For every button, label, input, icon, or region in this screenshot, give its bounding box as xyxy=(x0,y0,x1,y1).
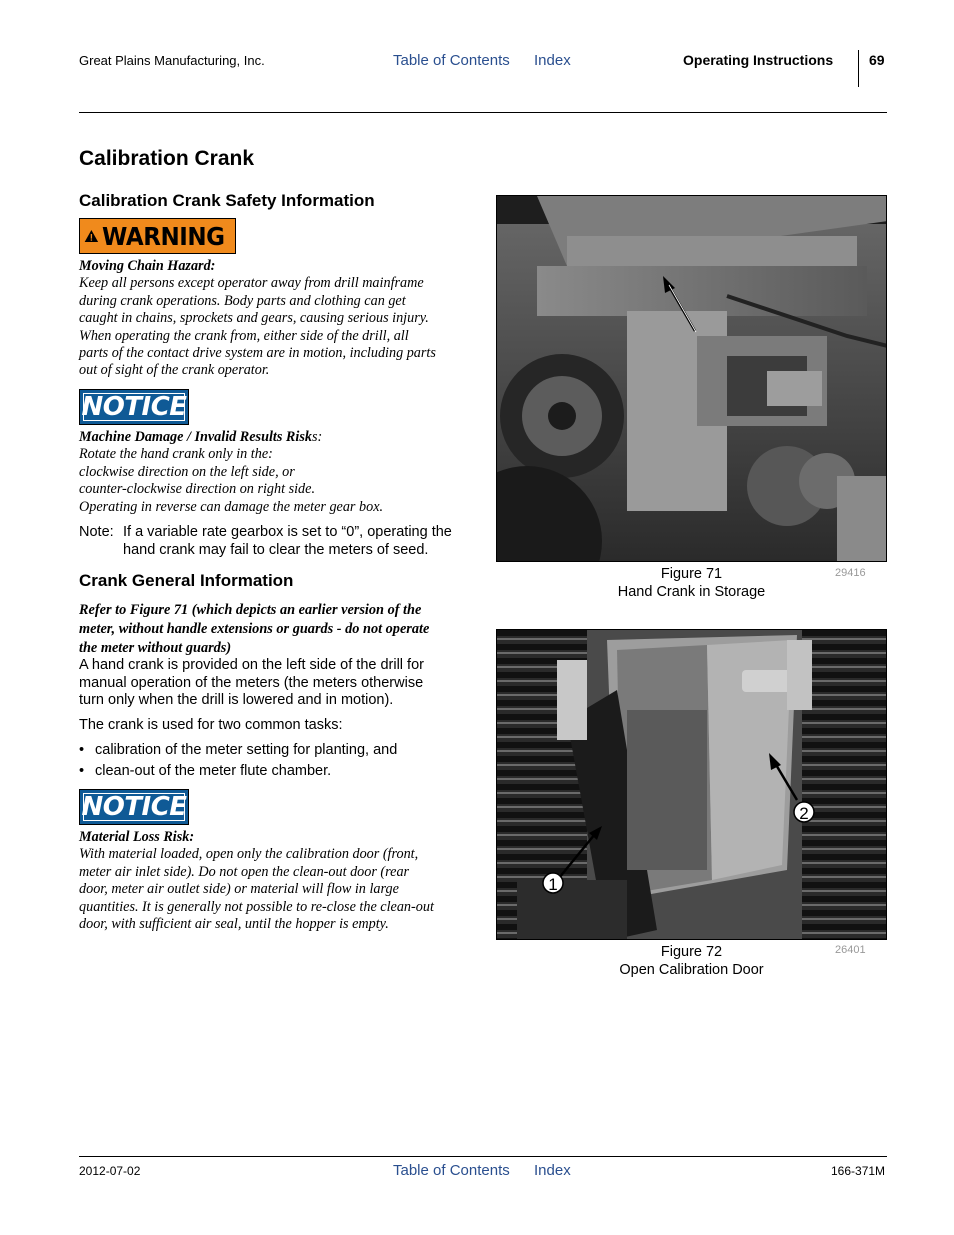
footer-rule xyxy=(79,1156,887,1157)
notice-1-line: Rotate the hand crank only in the: xyxy=(79,446,273,463)
header-company: Great Plains Manufacturing, Inc. xyxy=(79,53,265,68)
reference-line: the meter without guards) xyxy=(79,640,232,656)
hand-crank-photo-illustration xyxy=(497,196,887,562)
warning-line: caught in chains, sprockets and gears, causing serious injury. xyxy=(79,310,429,327)
warning-heading: Moving Chain Hazard: xyxy=(79,258,216,274)
calibration-door-photo-illustration xyxy=(497,630,887,940)
general-heading: Crank General Information xyxy=(79,571,294,590)
note-text xyxy=(123,524,473,559)
header-section: Operating Instructions xyxy=(683,52,834,68)
figure-71-image-id: 29416 xyxy=(835,567,866,579)
notice-2-heading: Material Loss Risk: xyxy=(79,829,195,845)
notice-1-heading: Machine Damage / Invalid Results Risk xyxy=(79,429,312,445)
page-number: 69 xyxy=(869,52,885,68)
general-paragraph-1 xyxy=(79,657,479,710)
warning-line: during crank operations. Body parts and clothing can get xyxy=(79,292,406,309)
warning-text xyxy=(79,258,479,380)
warning-label: WARNING xyxy=(101,221,225,251)
reference-line: meter, without handle extensions or guards - do not operate xyxy=(79,621,430,637)
figure-72-image-id: 26401 xyxy=(835,944,866,956)
notice-2-text xyxy=(79,829,479,933)
warning-triangle-icon xyxy=(84,226,99,246)
header-divider xyxy=(858,50,859,87)
warning-line: parts of the contact drive system are in motion, including parts xyxy=(79,345,436,362)
notice-2-line: meter air inlet side). Do not open the clean-out door (rear xyxy=(79,863,410,880)
figure-72-caption xyxy=(496,943,887,979)
header-toc-link[interactable]: Table of Contents xyxy=(393,52,510,69)
notice-2-line: door, with sufficient air seal, until the hopper is empty. xyxy=(79,916,389,933)
warning-line: out of sight of the crank operator. xyxy=(79,362,270,379)
notice-1-heading-tail: s: xyxy=(311,429,323,445)
list-item: • calibration of the meter setting for planting, and xyxy=(79,742,397,763)
footer-toc-link[interactable]: Table of Contents xyxy=(393,1162,510,1179)
callout-2: 2 xyxy=(799,804,809,823)
note-line: hand crank may fail to clear the meters of seed. xyxy=(123,541,429,558)
reference-line: Refer to Figure 71 (which depicts an earlier version of the xyxy=(79,602,422,618)
notice-badge-1 xyxy=(79,389,189,425)
notice-2-line: door, meter air outlet side) or material will flow in large xyxy=(79,881,399,898)
notice-1-text xyxy=(79,429,479,516)
header-index-link[interactable]: Index xyxy=(534,52,571,69)
figure-number: Figure 71 xyxy=(660,566,723,582)
figure-71-photo xyxy=(496,195,887,562)
figure-title: Open Calibration Door xyxy=(619,962,764,978)
notice-1-line: counter-clockwise direction on right side. xyxy=(79,481,315,498)
paragraph-line: turn only when the drill is lowered and in motion). xyxy=(79,692,394,708)
footer-date: 2012-07-02 xyxy=(79,1164,141,1178)
note-label: Note: xyxy=(79,524,114,540)
general-paragraph-2: The crank is used for two common tasks: xyxy=(79,717,343,733)
figure-71-caption xyxy=(496,565,887,601)
figure-title: Hand Crank in Storage xyxy=(617,584,766,600)
note-line: If a variable rate gearbox is set to “0”, operating the xyxy=(123,524,452,540)
paragraph-line: A hand crank is provided on the left side of the drill for xyxy=(79,657,424,673)
notice-label: NOTICE xyxy=(81,792,187,822)
notice-1-line: clockwise direction on the left side, or xyxy=(79,463,295,480)
notice-label: NOTICE xyxy=(81,392,187,422)
task-list xyxy=(79,742,397,784)
header-rule xyxy=(79,112,887,113)
warning-line: When operating the crank from, either side of the drill, all xyxy=(79,327,409,344)
footer-doc-number: 166-371M xyxy=(831,1164,886,1178)
paragraph-line: manual operation of the meters (the meters otherwise xyxy=(79,674,424,691)
notice-1-line: Operating in reverse can damage the meter gear box. xyxy=(79,498,384,515)
notice-2-line: With material loaded, open only the calibration door (front, xyxy=(79,846,419,863)
footer-index-link[interactable]: Index xyxy=(534,1162,571,1179)
callout-1: 1 xyxy=(548,875,558,894)
notice-2-line: quantities. It is generally not possible to re-close the clean-out xyxy=(79,898,434,915)
notice-badge-2 xyxy=(79,789,189,825)
figure-reference xyxy=(79,601,479,658)
figure-72-photo xyxy=(496,629,887,940)
safety-heading: Calibration Crank Safety Information xyxy=(79,191,375,210)
list-item: • clean-out of the meter flute chamber. xyxy=(79,763,397,784)
warning-line: Keep all persons except operator away from drill mainframe xyxy=(79,275,424,292)
warning-badge xyxy=(79,218,236,254)
page-title: Calibration Crank xyxy=(79,147,255,170)
figure-number: Figure 72 xyxy=(660,944,723,960)
